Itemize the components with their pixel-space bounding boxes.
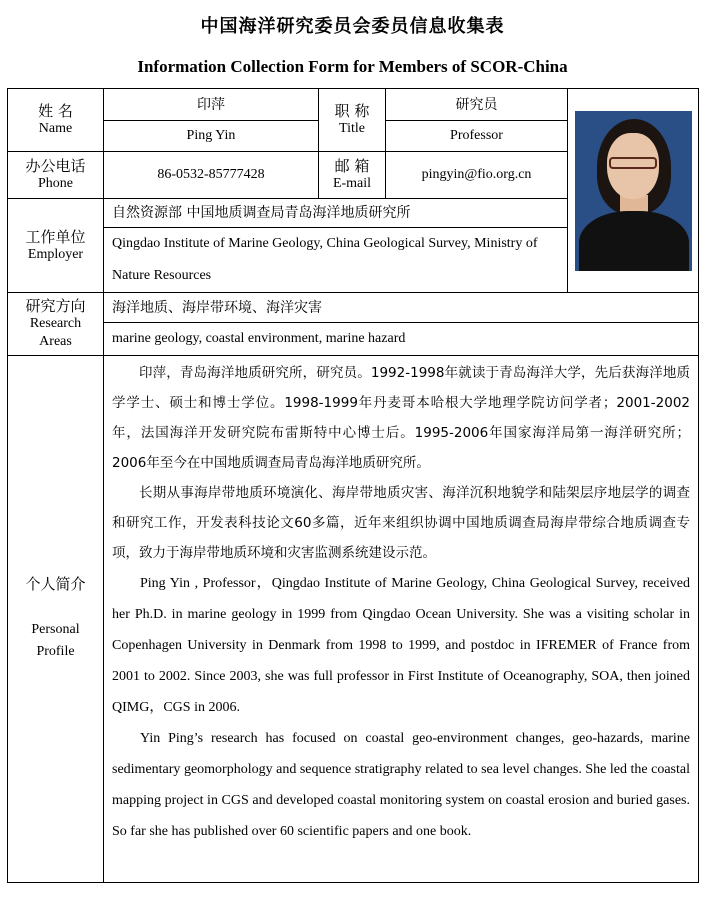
profile-cn-paragraph-2: 长期从事海岸带地质环境演化、海岸带地质灾害、海洋沉积地貌学和陆架层序地层学的调查和研究工作，开发表科技论文60多篇，近年来组织协调中国地质调查局海岸带综合地质调查专项，致力于海岸带地质环境和灾害监测系统建设示范。	[112, 485, 690, 561]
research-label-en: Research Areas	[29, 316, 82, 349]
research-value-cn: 海洋地质、海岸带环境、海洋灾害	[104, 293, 699, 323]
phone-value: 86-0532-85777428	[104, 152, 319, 199]
profile-cn-paragraph-1: 印萍，青岛海洋地质研究所，研究员。1992-1998年就读于青岛海洋大学，先后获海洋地质学学士、硕士和博士学位。1998-1999年丹麦哥本哈根大学地理学院访问学者；2001-2002年，法国海洋开发研究院布雷斯特中心博士后。1995-2006年国家海洋局第一海洋研究所；2006年至今在中国地质调查局青岛海洋地质研究所。	[112, 365, 690, 471]
profile-label-cn: 个人简介	[25, 575, 86, 593]
phone-label-cn: 办公电话	[25, 157, 86, 175]
name-label	[8, 89, 104, 152]
email-value[interactable]: pingyin@fio.org.cn	[386, 152, 568, 199]
research-value-en: marine geology, coastal environment, marine hazard	[104, 323, 699, 356]
research-label-cn: 研究方向	[25, 297, 86, 315]
name-label-en: Name	[38, 121, 73, 136]
phone-label-en: Phone	[38, 176, 73, 191]
name-label-cn: 姓 名	[38, 102, 73, 120]
profile-en-paragraph-2: Yin Ping’s research has focused on coastal geo-environment changes, geo-hazards, marine sedimentary geomorphology and sequence stratigraphy related to sea level changes. She led the coastal mapping project in CGS and developed coastal monitoring system on coastal erosion and buried gases. So far she has published over 60 scientific papers and one book.	[112, 731, 690, 839]
profile-label-en: Personal Profile	[31, 622, 80, 659]
member-photo	[575, 111, 692, 271]
email-label-en: E-mail	[332, 176, 372, 191]
profile-content	[104, 356, 699, 883]
title-value-cn: 研究员	[386, 89, 568, 121]
employer-label-en: Employer	[27, 246, 84, 262]
photo-cell	[568, 89, 699, 293]
employer-label-cn: 工作单位	[25, 227, 86, 246]
email-label-cn: 邮 箱	[334, 157, 370, 175]
title-label-cn: 职 称	[334, 102, 370, 120]
employer-label	[8, 199, 104, 293]
profile-en-paragraph-1: Ping Yin , Professor，Qingdao Institute of Marine Geology, China Geological Survey, received her Ph.D. in marine geology in 1999 from Qingdao Ocean University. She was a visiting scholar in Copenhagen University in Denmark from 1998 to 1999, and postdoc in IFREMER of France from 2001 to 2002. Since 2003, she was full professor in First Institute of Oceanography, SOA, then joined QIMG，CGS in 2006.	[112, 576, 690, 715]
phone-label	[8, 152, 104, 199]
email-label	[319, 152, 386, 199]
member-info-table	[7, 88, 699, 883]
title-label	[319, 89, 386, 152]
form-title-english: Information Collection Form for Members of SCOR-China	[137, 57, 568, 76]
name-value-en: Ping Yin	[104, 121, 319, 152]
name-value-cn: 印萍	[104, 89, 319, 121]
employer-value-cn: 自然资源部 中国地质调查局青岛海洋地质研究所	[104, 199, 568, 228]
research-label	[8, 293, 104, 356]
title-label-en: Title	[339, 121, 365, 136]
title-value-en: Professor	[386, 121, 568, 152]
employer-value-en: Qingdao Institute of Marine Geology, China Geological Survey, Ministry of Nature Resources	[104, 228, 568, 293]
profile-label	[8, 356, 104, 883]
form-title-chinese: 中国海洋研究委员会委员信息收集表	[200, 16, 505, 37]
